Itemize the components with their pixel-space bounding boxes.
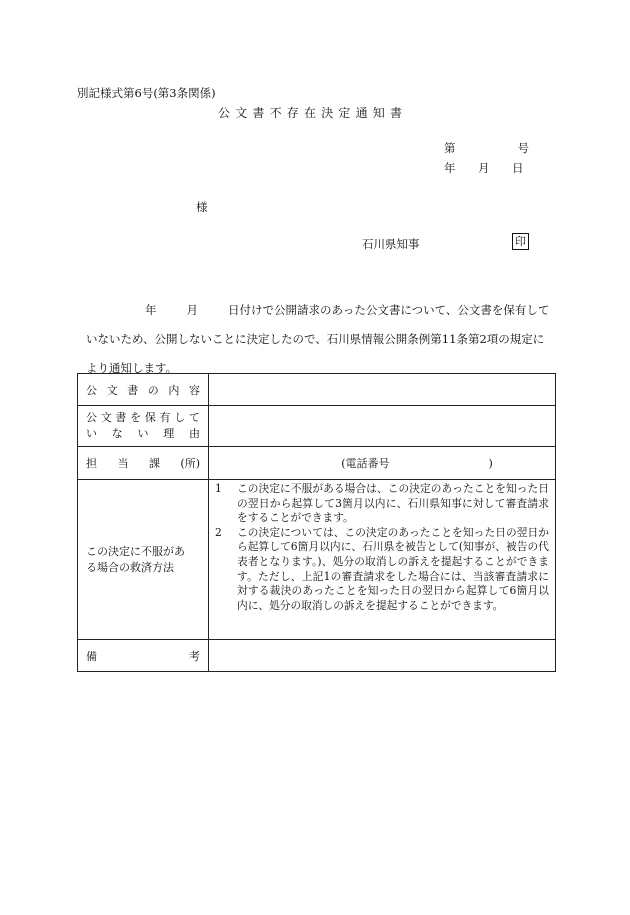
number-prefix: 第 bbox=[444, 141, 456, 155]
remarks-value[interactable] bbox=[209, 640, 556, 672]
document-date bbox=[444, 160, 524, 176]
remedy-item: 2 この決定については、この決定のあったことを知った日の翌日から起算して6箇月以内に、石川県を被告として(知事が、被告の代表者となります。)、処分の取消しの訴えを提起することができます。ただし、上記1の審査請求をした場合には、当該審査請求に対する裁決のあったことを知った日の翌日から起算して6箇月以内に、処分の取消しの訴えを提起することができます。 bbox=[215, 525, 549, 612]
remarks-label: 備 考 bbox=[78, 640, 209, 672]
reason-value[interactable] bbox=[209, 406, 556, 447]
document-content-value[interactable] bbox=[209, 374, 556, 406]
number-suffix: 号 bbox=[517, 141, 529, 155]
table-row bbox=[78, 640, 556, 672]
remedy-text bbox=[209, 480, 556, 640]
body-line-2: いないため、公開しないことに決定したので、石川県情報公開条例第11条第2項の規定に bbox=[86, 332, 545, 346]
notice-table bbox=[77, 373, 556, 672]
date-year: 年 bbox=[444, 161, 456, 175]
document-content-label: 公 文 書 の 内 容 bbox=[78, 374, 209, 406]
date-month: 月 bbox=[478, 161, 490, 175]
department-label: 担 当 課 (所) bbox=[78, 447, 209, 480]
issuer: 石川県知事 bbox=[362, 237, 420, 251]
form-id: 別記様式第6号(第3条関係) bbox=[77, 86, 216, 100]
document-number bbox=[444, 140, 529, 156]
phone-number-field[interactable]: (電話番号 ) bbox=[209, 447, 556, 480]
body-line-1-rest: 日付けで公開請求のあった公文書について、公文書を保有して bbox=[228, 303, 550, 317]
table-row bbox=[78, 406, 556, 447]
notice-body bbox=[77, 296, 557, 383]
date-day: 日 bbox=[512, 161, 524, 175]
table-row bbox=[78, 374, 556, 406]
document-title: 公文書不存在決定通知書 bbox=[218, 106, 408, 120]
seal-mark: 印 bbox=[512, 233, 529, 250]
table-row bbox=[78, 447, 556, 480]
addressee: 様 bbox=[196, 200, 208, 214]
body-month: 月 bbox=[186, 303, 198, 317]
remedy-item: 1 この決定に不服がある場合は、この決定のあったことを知った日の翌日から起算して3箇月以内に、石川県知事に対して審査請求をすることができます。 bbox=[215, 482, 549, 525]
body-year: 年 bbox=[145, 303, 157, 317]
table-row bbox=[78, 480, 556, 640]
body-line-3: より通知します。 bbox=[86, 361, 178, 375]
body-line-1 bbox=[77, 296, 557, 325]
reason-label: 公 文 書 を 保 有 し て い な い 理 由 bbox=[78, 406, 209, 447]
remedy-label: この決定に不服があ る場合の救済方法 bbox=[78, 480, 209, 640]
